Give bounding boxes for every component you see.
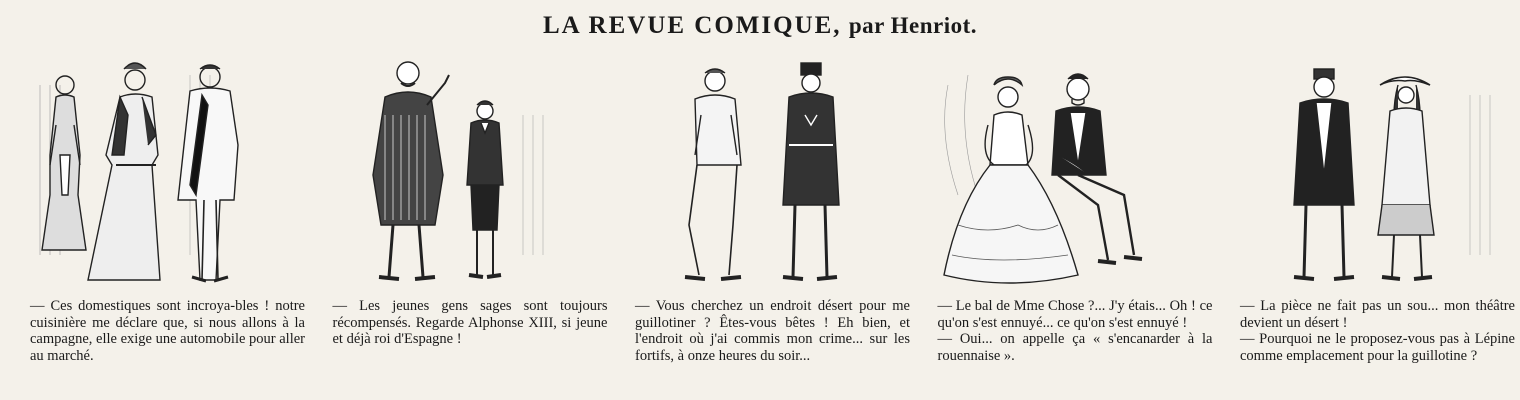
panel-4-drawing — [928, 55, 1208, 295]
comic-title: LA REVUE COMIQUE, — [542, 12, 842, 39]
comic-panel-3 — [625, 55, 910, 395]
panel-2-caption — [333, 298, 608, 348]
panel-1-caption — [30, 298, 305, 364]
panel-4-line-2: — Oui... on appelle ça « s'encanarder à la rouennaise ». — [937, 331, 1213, 364]
panel-2-line-1: — Les jeunes gens sages sont toujours récompensés. Regarde Alphonse XIII, si jeune et déjà roi d'Espagne ! — [332, 298, 608, 347]
comic-panel-2 — [323, 55, 608, 395]
panel-5-illustration — [1230, 55, 1510, 295]
comic-strip — [20, 55, 1515, 395]
panel-4-caption — [938, 298, 1213, 364]
comic-panel-1 — [20, 55, 305, 395]
panel-5-caption — [1240, 298, 1515, 364]
panel-3-illustration — [625, 55, 905, 295]
panel-3-line-1: — Vous cherchez un endroit désert pour me guillotiner ? Êtes-vous bêtes ! Eh bien, et l'endroit où j'ai commis mon crime... sur les fortifs, à onze heures du soir... — [635, 298, 910, 364]
panel-1-illustration — [20, 55, 300, 295]
panel-1-drawing — [20, 55, 300, 295]
panel-5-line-2: — Pourquoi ne le proposez-vous pas à Lépine comme emplacement pour la guillotine ? — [1240, 331, 1515, 364]
panel-2-illustration — [323, 55, 603, 295]
comic-panel-5 — [1230, 55, 1515, 395]
panel-5-drawing — [1230, 55, 1510, 295]
comic-panel-4 — [928, 55, 1213, 395]
panel-3-drawing — [625, 55, 905, 295]
panel-4-illustration — [928, 55, 1208, 295]
panel-5-line-1: — La pièce ne fait pas un sou... mon théâtre devient un désert ! — [1240, 298, 1515, 331]
panel-1-line-1: — Ces domestiques sont incroya-bles ! notre cuisinière me déclare que, si nous allons à la campagne, elle exige une automobile pour aller au marché. — [30, 298, 305, 364]
panel-4-line-1: — Le bal de Mme Chose ?... J'y étais... Oh ! ce qu'on s'est ennuyé... ce qu'on s'est ennuyé ! — [937, 298, 1213, 331]
panel-2-drawing — [323, 55, 603, 295]
comic-byline: par Henriot. — [848, 13, 978, 38]
panel-3-caption — [635, 298, 910, 364]
page-title — [0, 12, 1520, 40]
